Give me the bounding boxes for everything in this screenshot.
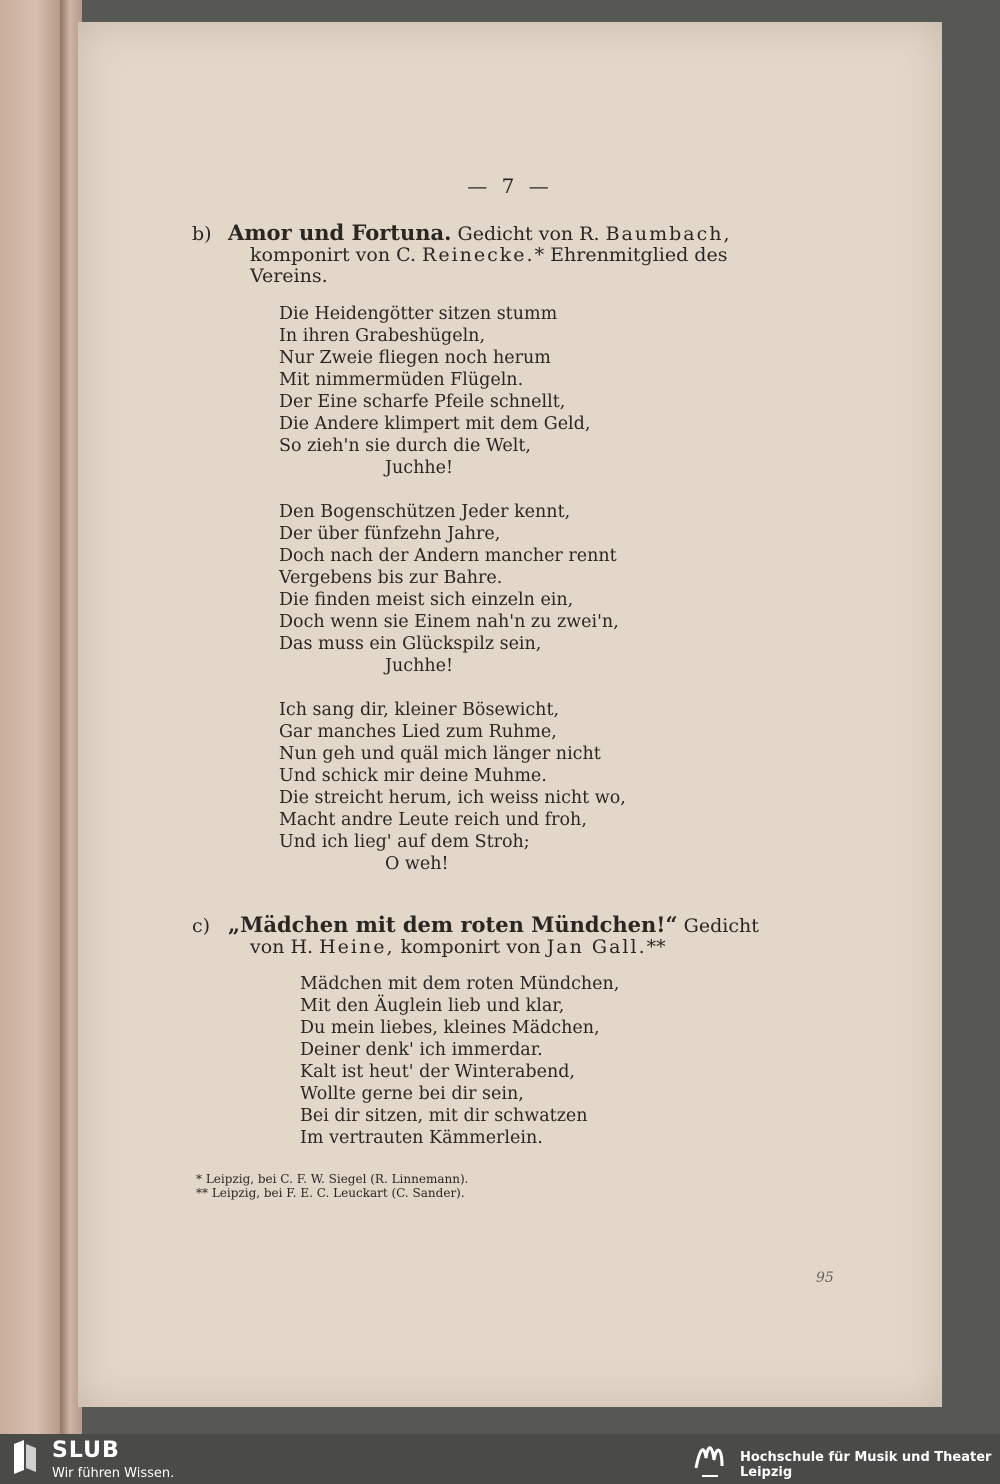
page-content [78, 22, 942, 1407]
poem-line: Doch wenn sie Einem nah'n zu zwei'n, [279, 612, 619, 632]
poem-refrain: Juchhe! [385, 656, 454, 676]
entry-c-line2-mid: komponirt von [400, 936, 541, 958]
poem-line: Die Heidengötter sitzen stumm [279, 304, 558, 324]
footer-bar [0, 1434, 1000, 1484]
poem-line: Der über fünfzehn Jahre, [279, 524, 501, 544]
poem-refrain: Juchhe! [385, 458, 454, 478]
slub-logo-icon [12, 1440, 38, 1474]
poem-line: Mit nimmermüden Flügeln. [279, 370, 524, 390]
poem-line: Mädchen mit dem roten Mündchen, [300, 974, 620, 994]
entry-c-title: „Mädchen mit dem roten Mündchen!“ [228, 912, 678, 937]
entry-b-author: Baumbach, [605, 223, 732, 245]
entry-c-author: Heine, [319, 936, 395, 958]
poem-line: Gar manches Lied zum Ruhme, [279, 722, 557, 742]
poem-line: Deiner denk' ich immerdar. [300, 1040, 543, 1060]
entry-b-heading [192, 222, 792, 287]
poem-line: Der Eine scharfe Pfeile schnellt, [279, 392, 566, 412]
poem-b-stanza-1 [279, 303, 626, 479]
previous-page-edge [0, 0, 60, 1434]
entry-b-line2 [192, 245, 792, 266]
footnotes [196, 1172, 468, 1200]
poem-line: Ich sang dir, kleiner Bösewicht, [279, 700, 560, 720]
poem-line: Bei dir sitzen, mit dir schwatzen [300, 1106, 588, 1126]
poem-line: Den Bogenschützen Jeder kennt, [279, 502, 571, 522]
poem-c [300, 973, 619, 1149]
entry-c-composer: Jan Gall. [546, 936, 647, 958]
poem-line: Nur Zweie fliegen noch herum [279, 348, 551, 368]
entry-c-line2 [192, 937, 792, 958]
poem-line: Und ich lieg' auf dem Stroh; [279, 832, 530, 852]
poem-line: Die streicht herum, ich weiss nicht wo, [279, 788, 626, 808]
poem-line: Und schick mir deine Muhme. [279, 766, 547, 786]
entry-b-line3: Vereins. [250, 265, 328, 287]
hfm-name: Hochschule für Musik und Theater Leipzig [740, 1450, 992, 1480]
poem-b-stanza-3 [279, 699, 626, 875]
poem-line: Das muss ein Glückspilz sein, [279, 634, 542, 654]
poem-line: In ihren Grabeshügeln, [279, 326, 486, 346]
entry-b-marker: b) [192, 223, 212, 245]
page-number: — 7 — [467, 174, 553, 198]
entry-b-composer: Reinecke. [422, 244, 535, 266]
entry-c-heading [192, 914, 792, 958]
poem-line: Mit den Äuglein lieb und klar, [300, 996, 565, 1016]
poem-line: So zieh'n sie durch die Welt, [279, 436, 531, 456]
document-page [78, 22, 942, 1407]
poem-line: Wollte gerne bei dir sein, [300, 1084, 524, 1104]
poem-line: Die Andere klimpert mit dem Geld, [279, 414, 591, 434]
poem-refrain: O weh! [385, 854, 449, 874]
entry-b-line2-rest: * Ehrenmitglied des [534, 244, 728, 266]
entry-c-line2-start: von H. [250, 936, 314, 958]
poem-line: Macht andre Leute reich und froh, [279, 810, 587, 830]
poem-line: Nun geh und quäl mich länger nicht [279, 744, 601, 764]
poem-b-stanza-2 [279, 501, 626, 677]
footnote-2: ** Leipzig, bei F. E. C. Leuckart (C. Sander). [196, 1186, 465, 1200]
entry-c-line2-rest: ** [646, 936, 666, 958]
poem-line: Die finden meist sich einzeln ein, [279, 590, 574, 610]
pencil-mark: 95 [816, 1270, 834, 1286]
poem-line: Vergebens bis zur Bahre. [279, 568, 503, 588]
entry-c-line1-rest: Gedicht [683, 915, 759, 937]
poem-line: Doch nach der Andern mancher rennt [279, 546, 617, 566]
entry-b-line1-rest: Gedicht von R. [457, 223, 600, 245]
poem-line: Im vertrauten Kämmerlein. [300, 1128, 543, 1148]
entry-b-line2-start: komponirt von C. [250, 244, 416, 266]
poem-b [279, 303, 626, 897]
entry-c-marker: c) [192, 915, 211, 937]
hfm-logo-icon [692, 1438, 728, 1480]
poem-line: Kalt ist heut' der Winterabend, [300, 1062, 575, 1082]
slub-name: SLUB [52, 1438, 120, 1463]
footnote-1: * Leipzig, bei C. F. W. Siegel (R. Linnemann). [196, 1172, 469, 1186]
entry-b-title: Amor und Fortuna. [228, 220, 452, 245]
poem-line: Du mein liebes, kleines Mädchen, [300, 1018, 600, 1038]
slub-tagline: Wir führen Wissen. [52, 1466, 175, 1481]
